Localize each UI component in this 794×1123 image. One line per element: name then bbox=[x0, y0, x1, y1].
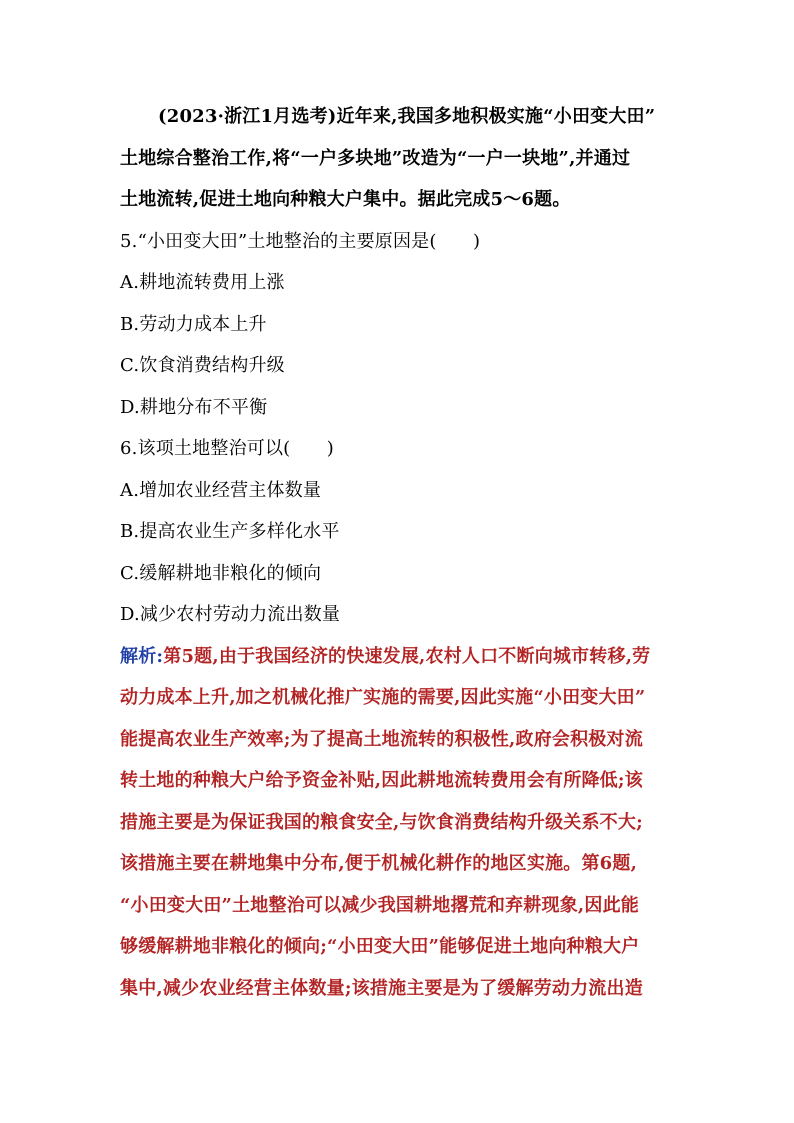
option-a: A.增加农业经营主体数量 bbox=[120, 479, 322, 501]
question-stem: 6.该项土地整治可以( ) bbox=[120, 438, 335, 459]
analysis-text: 第5题,由于我国经济的快速发展,农村人口不断向城市转移,劳 bbox=[163, 645, 651, 667]
question-5 bbox=[120, 221, 680, 429]
intro-line: 土地综合整治工作,将“一户多块地”改造为“一户一块地”,并通过 bbox=[120, 147, 631, 169]
analysis-section bbox=[120, 636, 680, 1010]
option-c: C.饮食消费结构升级 bbox=[120, 355, 285, 376]
question-6 bbox=[120, 428, 680, 636]
analysis-line: 该措施主要在耕地集中分布,便于机械化耕作的地区实施。第6题, bbox=[120, 853, 638, 874]
option-d: D.耕地分布不平衡 bbox=[120, 396, 268, 418]
analysis-label: 解析: bbox=[120, 645, 164, 667]
analysis-line: 能提高农业生产效率;为了提高土地流转的积极性,政府会积极对流 bbox=[120, 728, 643, 750]
analysis-line: 措施主要是为保证我国的粮食安全,与饮食消费结构升级关系不大; bbox=[120, 811, 643, 833]
intro-line: 土地流转,促进土地向种粮大户集中。据此完成5～6题。 bbox=[120, 189, 571, 210]
document-page bbox=[120, 96, 680, 1009]
question-stem: 5.“小田变大田”土地整治的主要原因是( ) bbox=[120, 230, 481, 252]
option-b: B.提高农业生产多样化水平 bbox=[120, 521, 340, 542]
option-d: D.减少农村劳动力流出数量 bbox=[120, 604, 341, 625]
option-a: A.耕地流转费用上涨 bbox=[120, 272, 285, 293]
analysis-first-line bbox=[120, 636, 680, 678]
analysis-line: 集中,减少农业经营主体数量;该措施主要是为了缓解劳动力流出造 bbox=[120, 977, 643, 999]
analysis-line: “小田变大田”土地整治可以减少我国耕地撂荒和弃耕现象,因此能 bbox=[120, 894, 639, 916]
question-intro bbox=[120, 96, 680, 221]
analysis-line: 转土地的种粮大户给予资金补贴,因此耕地流转费用会有所降低;该 bbox=[120, 770, 643, 791]
analysis-line: 动力成本上升,加之机械化推广实施的需要,因此实施“小田变大田” bbox=[120, 687, 646, 708]
option-b: B.劳动力成本上升 bbox=[120, 313, 267, 335]
analysis-line: 够缓解耕地非粮化的倾向;“小田变大田”能够促进土地向种粮大户 bbox=[120, 936, 640, 957]
intro-line: (2023·浙江1月选考)近年来,我国多地积极实施“小田变大田” bbox=[158, 106, 656, 127]
option-c: C.缓解耕地非粮化的倾向 bbox=[120, 562, 322, 584]
